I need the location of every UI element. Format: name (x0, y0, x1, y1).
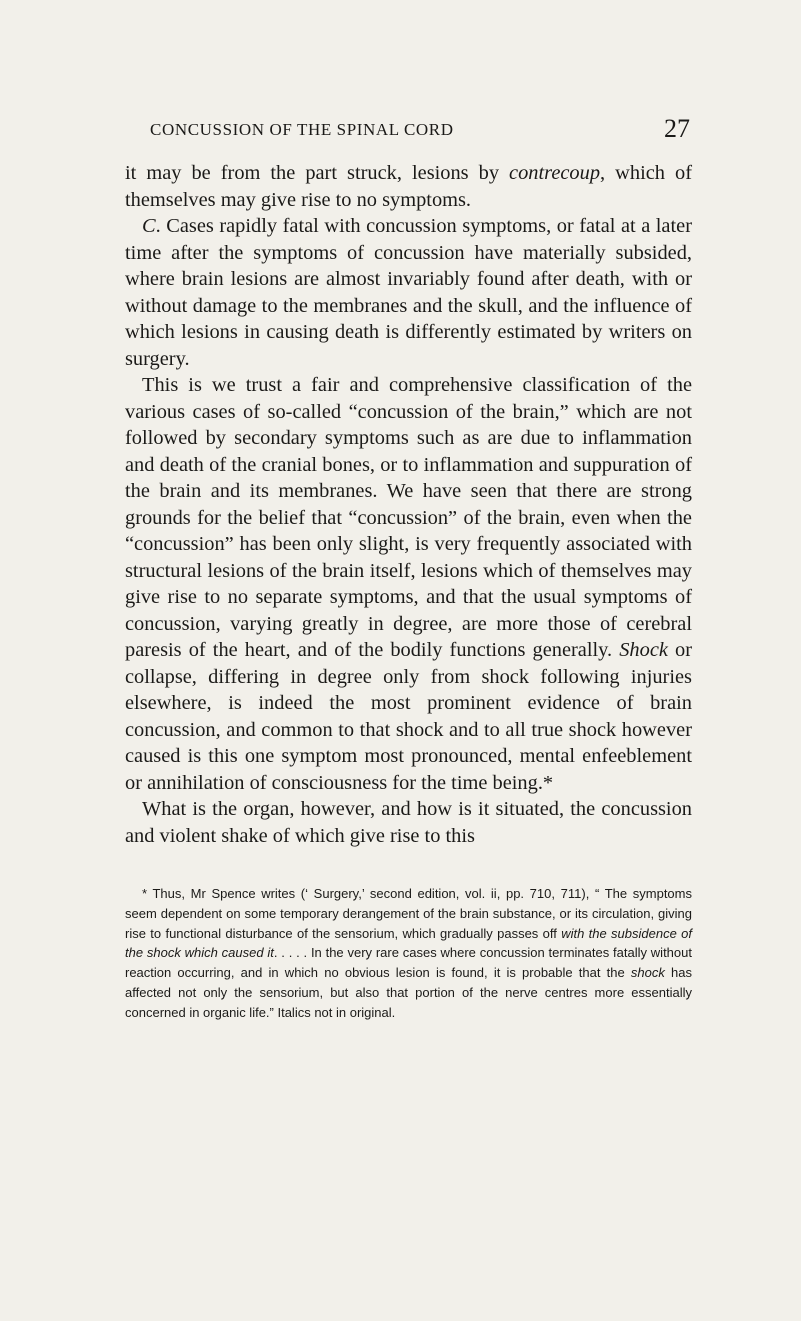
paragraph: This is we trust a fair and comprehensive classification of the various cases of so-called “concussion of the brain,” which are not followed by secondary symptoms such as are due to inflammation and death of the cranial bones, or to inflammation and suppuration of the brain and its membranes. We have seen that there are strong grounds for the belief that “concussion” of the brain, even when the “concussion” has been only slight, is very frequently associated with structural lesions of the brain itself, lesions which of themselves may give rise to no separate symptoms, and that the usual symptoms of concussion, varying greatly in degree, are more those of cerebral paresis of the heart, and of the bodily functions generally. Shock or collapse, differing in degree only from shock following injuries elsewhere, is indeed the most prominent evidence of brain concussion, and common to that shock and to all true shock however caused is this one symptom most pronounced, mental enfeeblement or annihilation of consciousness for the time being.* (125, 374, 692, 794)
paragraph: it may be from the part struck, lesions by contrecoup, which of themselves may give rise to no symptoms. (125, 162, 692, 211)
paragraph: C. Cases rapidly fatal with concussion symptoms, or fatal at a later time after the symptoms of concussion have materially subsided, where brain lesions are almost invariably found after death, with or without damage to the membranes and the skull, and the influence of which lesions in causing death is differently estimated by writers on surgery. (125, 215, 692, 370)
body-text (125, 160, 692, 849)
page-header (150, 114, 690, 154)
footnote-text: * Thus, Mr Spence writes (‘ Surgery,’ second edition, vol. ii, pp. 710, 711), “ The symptoms seem dependent on some temporary derangement of the brain substance, or its circulation, giving rise to functional disturbance of the sensorium, which gradually passes off with the subsidence of the shock which caused it. . . . . In the very rare cases where concussion terminates fatally without reaction occurring, and in which no obvious lesion is found, it is probable that the shock has affected not only the sensorium, but also that portion of the nerve centres more essentially concerned in organic life.” Italics not in original. (125, 886, 692, 1020)
page-number: 27 (664, 114, 690, 143)
running-head: CONCUSSION OF THE SPINAL CORD (150, 120, 454, 139)
paragraph: What is the organ, however, and how is it situated, the concussion and violent shake of which give rise to this (125, 798, 692, 847)
footnote (125, 884, 692, 1023)
